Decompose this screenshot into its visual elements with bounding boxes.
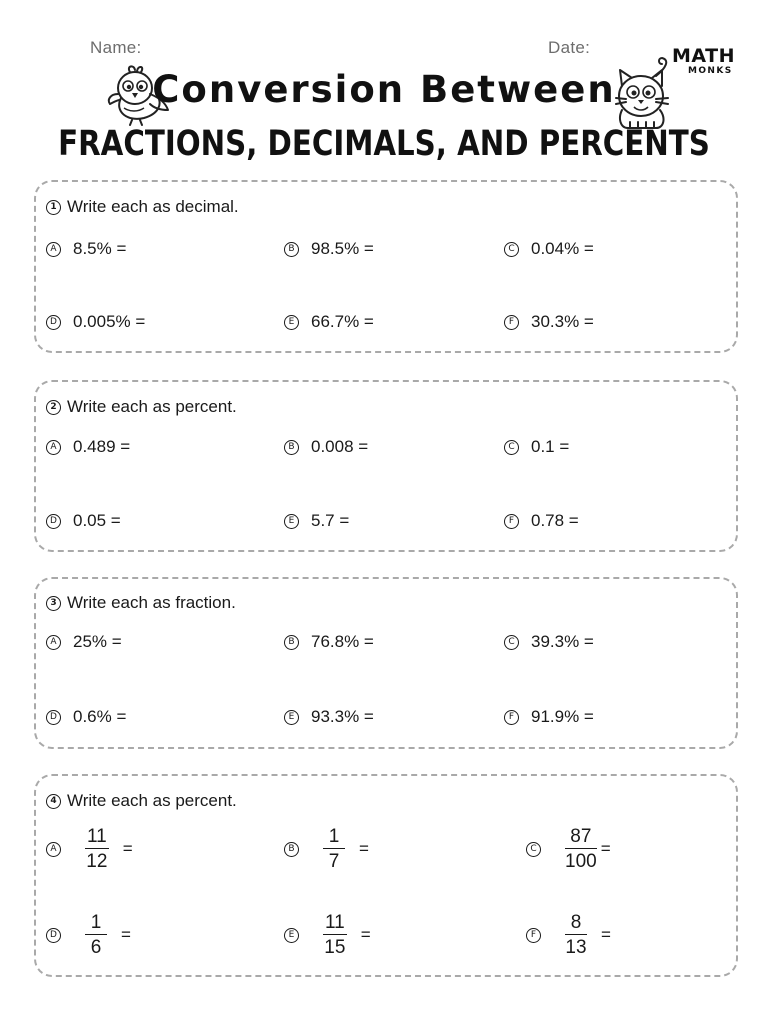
item-1c bbox=[504, 239, 594, 259]
fraction bbox=[565, 826, 597, 872]
fraction-denominator: 100 bbox=[565, 851, 597, 872]
section-number-badge: 4 bbox=[46, 794, 61, 809]
logo-main-text: MATH bbox=[672, 45, 735, 67]
item-letter-badge: C bbox=[504, 242, 519, 257]
fraction-bar bbox=[323, 848, 345, 849]
section-number-badge: 3 bbox=[46, 596, 61, 611]
section-instruction: Write each as percent. bbox=[67, 397, 237, 416]
fraction-numerator: 1 bbox=[90, 912, 102, 933]
section-instruction: Write each as decimal. bbox=[67, 197, 239, 216]
section-1-title bbox=[46, 197, 239, 217]
name-label: Name: bbox=[90, 38, 142, 57]
item-expression: 91.9% = bbox=[531, 707, 594, 726]
item-2d bbox=[46, 511, 121, 531]
item-expression: 0.1 = bbox=[531, 437, 570, 456]
fraction-denominator: 12 bbox=[86, 851, 108, 872]
item-4d bbox=[46, 912, 131, 958]
item-expression: 0.489 = bbox=[73, 437, 131, 456]
item-expression: 0.005% = bbox=[73, 312, 146, 331]
fraction-bar bbox=[85, 934, 107, 935]
fraction-denominator: 6 bbox=[90, 937, 102, 958]
fraction bbox=[323, 826, 345, 872]
equals-sign: = bbox=[600, 839, 611, 858]
equals-sign: = bbox=[122, 839, 133, 858]
item-expression: 25% = bbox=[73, 632, 122, 651]
item-3a bbox=[46, 632, 122, 652]
item-letter-badge: B bbox=[284, 242, 299, 257]
item-expression: 0.6% = bbox=[73, 707, 127, 726]
item-2c bbox=[504, 437, 569, 457]
section-instruction: Write each as percent. bbox=[67, 791, 237, 810]
item-letter-badge: A bbox=[46, 635, 61, 650]
item-letter-badge: F bbox=[504, 710, 519, 725]
fraction-numerator: 87 bbox=[570, 826, 592, 847]
item-expression: 30.3% = bbox=[531, 312, 594, 331]
item-2e bbox=[284, 511, 349, 531]
fraction-denominator: 15 bbox=[324, 937, 346, 958]
item-expression: 93.3% = bbox=[311, 707, 374, 726]
item-expression: 0.04% = bbox=[531, 239, 594, 258]
item-4e bbox=[284, 912, 371, 958]
item-letter-badge: A bbox=[46, 242, 61, 257]
fraction bbox=[323, 912, 347, 958]
fraction bbox=[85, 912, 107, 958]
item-expression: 66.7% = bbox=[311, 312, 374, 331]
item-letter-badge: B bbox=[284, 842, 299, 857]
section-4-title bbox=[46, 791, 237, 811]
item-2a bbox=[46, 437, 130, 457]
item-letter-badge: D bbox=[46, 710, 61, 725]
fraction-bar bbox=[565, 934, 587, 935]
section-3-title bbox=[46, 593, 236, 613]
item-1d bbox=[46, 312, 145, 332]
item-letter-badge: D bbox=[46, 315, 61, 330]
fraction-numerator: 11 bbox=[87, 826, 107, 847]
item-1e bbox=[284, 312, 374, 332]
item-letter-badge: F bbox=[526, 928, 541, 943]
equals-sign: = bbox=[359, 839, 369, 858]
item-3f bbox=[504, 707, 594, 727]
fraction-numerator: 8 bbox=[570, 912, 582, 933]
section-number-badge: 2 bbox=[46, 400, 61, 415]
item-letter-badge: E bbox=[284, 928, 299, 943]
item-letter-badge: B bbox=[284, 635, 299, 650]
equals-sign: = bbox=[360, 925, 371, 944]
item-letter-badge: B bbox=[284, 440, 299, 455]
date-label: Date: bbox=[548, 38, 591, 57]
item-expression: 0.78 = bbox=[531, 511, 579, 530]
item-3d bbox=[46, 707, 126, 727]
section-number-badge: 1 bbox=[46, 200, 61, 215]
item-1f bbox=[504, 312, 594, 332]
item-4a bbox=[46, 826, 133, 872]
item-3b bbox=[284, 632, 374, 652]
fraction-denominator: 7 bbox=[328, 851, 340, 872]
fraction-denominator: 13 bbox=[565, 937, 587, 958]
item-4f bbox=[526, 912, 611, 958]
item-3c bbox=[504, 632, 594, 652]
fraction-bar bbox=[85, 848, 109, 849]
item-letter-badge: C bbox=[526, 842, 541, 857]
item-letter-badge: F bbox=[504, 315, 519, 330]
item-expression: 76.8% = bbox=[311, 632, 374, 651]
item-letter-badge: C bbox=[504, 635, 519, 650]
equals-sign: = bbox=[601, 925, 611, 944]
title-line-2: FRACTIONS, DECIMALS, AND PERCENTS bbox=[58, 124, 710, 164]
item-letter-badge: E bbox=[284, 315, 299, 330]
fraction bbox=[85, 826, 109, 872]
item-4b bbox=[284, 826, 369, 872]
item-letter-badge: A bbox=[46, 842, 61, 857]
fraction-bar bbox=[323, 934, 347, 935]
item-expression: 98.5% = bbox=[311, 239, 374, 258]
item-3e bbox=[284, 707, 374, 727]
item-letter-badge: D bbox=[46, 928, 61, 943]
item-expression: 0.008 = bbox=[311, 437, 369, 456]
item-2b bbox=[284, 437, 368, 457]
section-instruction: Write each as fraction. bbox=[67, 593, 236, 612]
item-2f bbox=[504, 511, 579, 531]
item-letter-badge: E bbox=[284, 710, 299, 725]
item-expression: 8.5% = bbox=[73, 239, 127, 258]
item-1b bbox=[284, 239, 374, 259]
equals-sign: = bbox=[121, 925, 131, 944]
item-4c bbox=[526, 826, 611, 872]
fraction-numerator: 1 bbox=[328, 826, 340, 847]
item-1a bbox=[46, 239, 126, 259]
logo-sub-text: MONKS bbox=[688, 66, 733, 76]
cat-illustration bbox=[612, 56, 674, 132]
item-letter-badge: E bbox=[284, 514, 299, 529]
fraction bbox=[565, 912, 587, 958]
item-letter-badge: D bbox=[46, 514, 61, 529]
fraction-numerator: 11 bbox=[325, 912, 345, 933]
item-letter-badge: F bbox=[504, 514, 519, 529]
fraction-bar bbox=[565, 848, 597, 849]
section-2-title bbox=[46, 397, 237, 417]
title-line-1: Conversion Between bbox=[152, 68, 616, 111]
item-expression: 39.3% = bbox=[531, 632, 594, 651]
item-expression: 0.05 = bbox=[73, 511, 121, 530]
item-letter-badge: A bbox=[46, 440, 61, 455]
item-expression: 5.7 = bbox=[311, 511, 350, 530]
math-monks-logo bbox=[672, 46, 738, 76]
item-letter-badge: C bbox=[504, 440, 519, 455]
